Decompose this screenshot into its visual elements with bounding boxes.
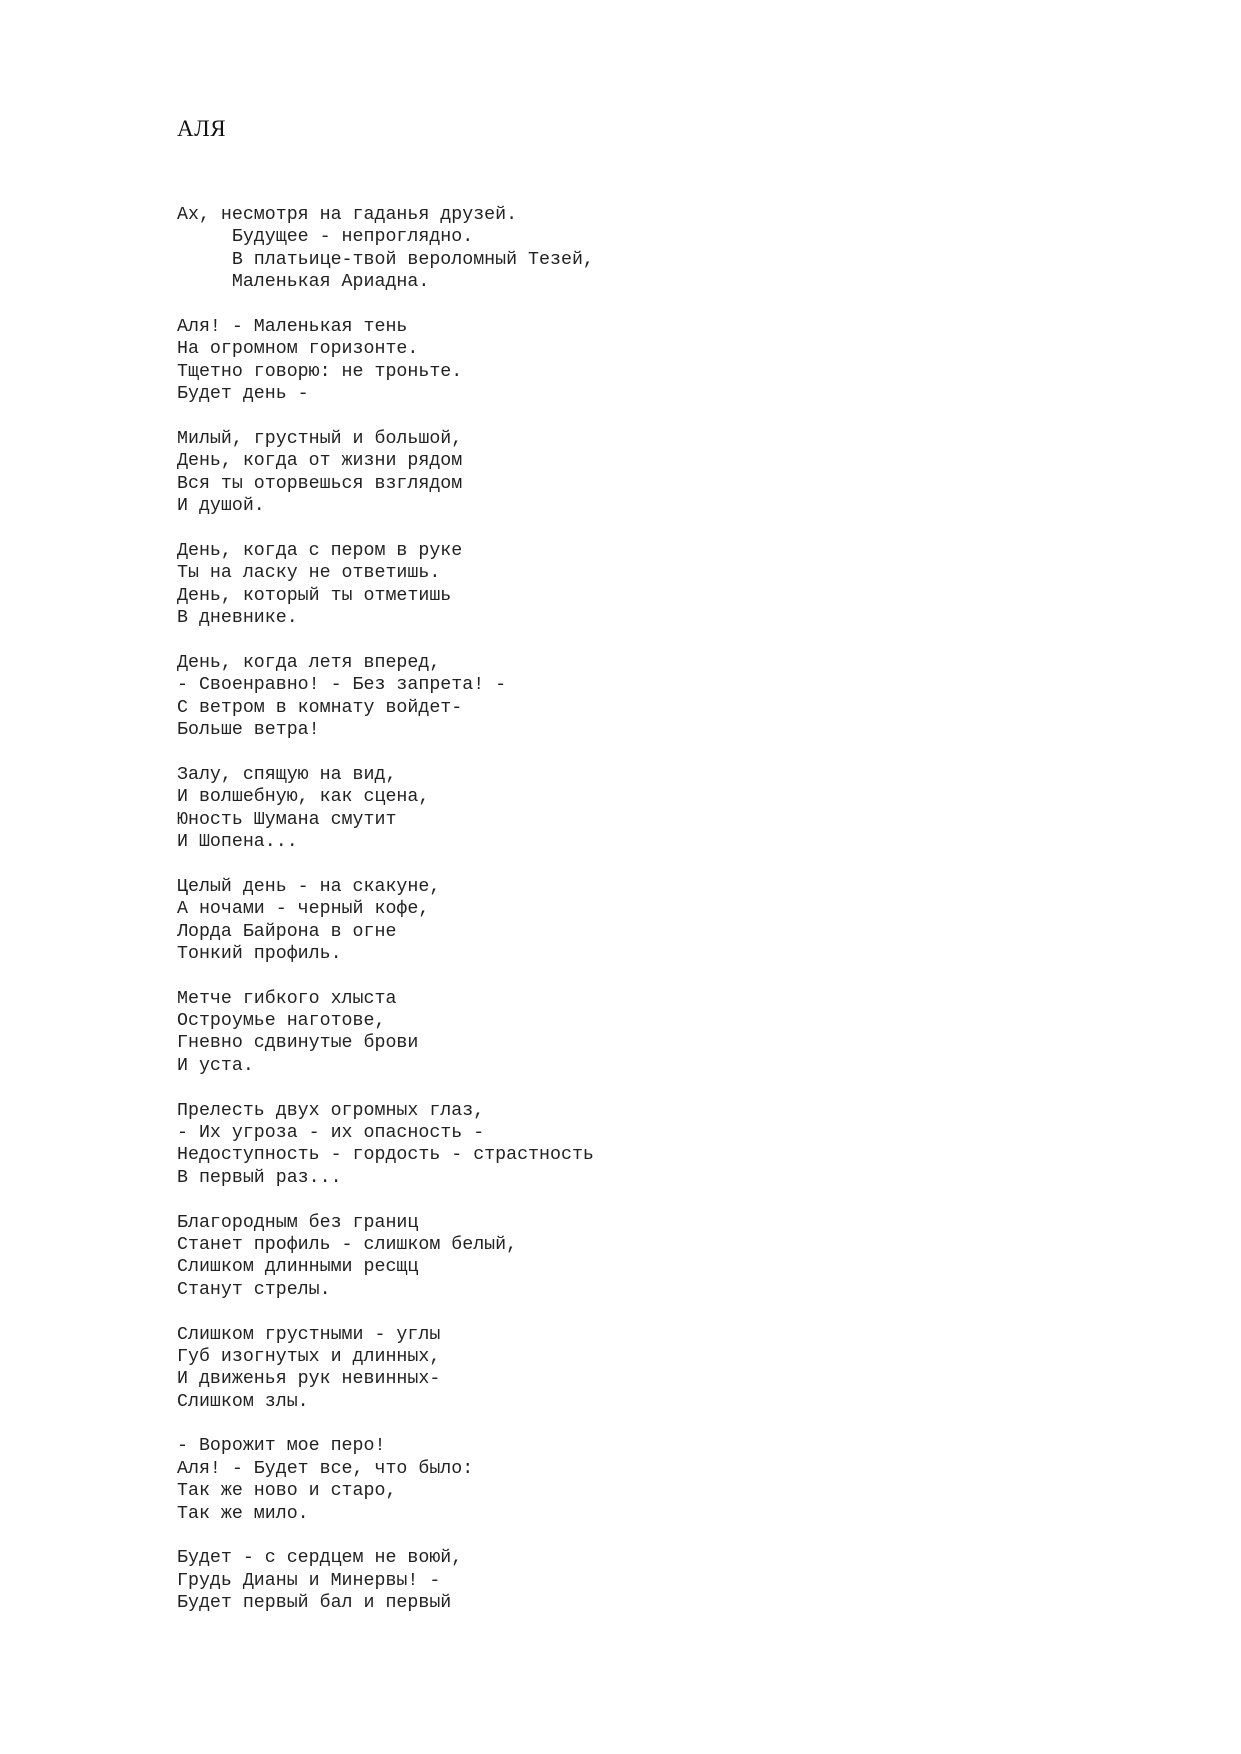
poem-line: Гневно сдвинутые брови <box>177 1033 419 1054</box>
poem-line: Юность Шумана смутит <box>177 809 397 830</box>
poem-line: День, который ты отметишь <box>177 585 452 606</box>
poem-line: В дневнике. <box>177 608 298 629</box>
poem-line: - Своенравно! - Без запрета! - <box>177 675 507 696</box>
poem-line: С ветром в комнату войдет- <box>177 697 463 718</box>
poem-line: Будет первый бал и первый <box>177 1593 452 1614</box>
poem-line: И движенья рук невинных- <box>177 1369 441 1390</box>
poem-line: Остроумье наготове, <box>177 1011 386 1032</box>
poem-line: Так же ново и старо, <box>177 1481 397 1502</box>
poem-line: И душой. <box>177 496 265 517</box>
poem-line: Ах, несмотря на гаданья друзей. <box>177 205 518 225</box>
poem-line: Лорда Байрона в огне <box>177 921 397 942</box>
poem-line: Будущее - непроглядно. <box>177 227 474 248</box>
stanza <box>177 988 594 1078</box>
stanza <box>177 1212 594 1302</box>
poem-body <box>177 204 594 1637</box>
stanza <box>177 652 594 742</box>
poem-line: Аля! - Маленькая тень <box>177 316 408 337</box>
poem-line: Так же мило. <box>177 1503 309 1524</box>
poem-line: Тонкий профиль. <box>177 943 342 964</box>
poem-line: День, когда летя вперед, <box>177 652 441 673</box>
stanza <box>177 204 594 294</box>
poem-line: Благородным без границ <box>177 1212 419 1233</box>
poem-line: Прелесть двух огромных глаз, <box>177 1100 485 1121</box>
poem-line: Станет профиль - слишком белый, <box>177 1234 518 1255</box>
poem-title: АЛЯ <box>177 116 227 141</box>
poem-line: Слишком грустными - углы <box>177 1324 441 1345</box>
stanza <box>177 1547 594 1614</box>
poem-line: - Их угроза - их опасность - <box>177 1123 485 1144</box>
poem-line: На огромном горизонте. <box>177 339 419 360</box>
poem-line: И волшебную, как сцена, <box>177 787 430 808</box>
poem-line: Вся ты оторвешься взглядом <box>177 473 463 494</box>
poem-line: - Ворожит мое перо! <box>177 1436 386 1457</box>
poem-line: Залу, спящую на вид, <box>177 764 397 785</box>
poem-line: Больше ветра! <box>177 719 320 740</box>
poem-line: Милый, грустный и большой, <box>177 428 463 449</box>
poem-line: Аля! - Будет все, что было: <box>177 1458 474 1479</box>
poem-line: Ты на ласку не ответишь. <box>177 563 441 584</box>
poem-line: И Шопена... <box>177 831 298 852</box>
poem-line: Будет день - <box>177 384 309 405</box>
poem-line: Слишком злы. <box>177 1391 309 1412</box>
stanza <box>177 540 594 630</box>
stanza <box>177 1435 594 1525</box>
poem-line: Маленькая Ариадна. <box>177 272 430 293</box>
poem-line: Тщетно говорю: не троньте. <box>177 361 463 382</box>
poem-line: Будет - с сердцем не воюй, <box>177 1548 463 1569</box>
poem-line: В платьице-твой вероломный Тезей, <box>177 249 594 270</box>
poem-line: Слишком длинными ресщц <box>177 1257 419 1278</box>
poem-line: В первый раз... <box>177 1167 342 1188</box>
poem-line: Грудь Дианы и Минервы! - <box>177 1570 441 1591</box>
poem-line: Недоступность - гордость - страстность <box>177 1145 594 1166</box>
poem-line: Губ изогнутых и длинных, <box>177 1346 441 1367</box>
poem-line: И уста. <box>177 1055 254 1076</box>
poem-line: Станут стрелы. <box>177 1279 331 1300</box>
stanza <box>177 1100 594 1190</box>
stanza <box>177 1324 594 1414</box>
stanza <box>177 876 594 966</box>
poem-line: День, когда от жизни рядом <box>177 451 463 472</box>
poem-line: Целый день - на скакуне, <box>177 876 441 897</box>
poem-line: А ночами - черный кофе, <box>177 899 430 920</box>
stanza <box>177 316 594 406</box>
stanza <box>177 428 594 518</box>
poem-line: Метче гибкого хлыста <box>177 988 397 1009</box>
poem-line: День, когда с пером в руке <box>177 540 463 561</box>
stanza <box>177 764 594 854</box>
